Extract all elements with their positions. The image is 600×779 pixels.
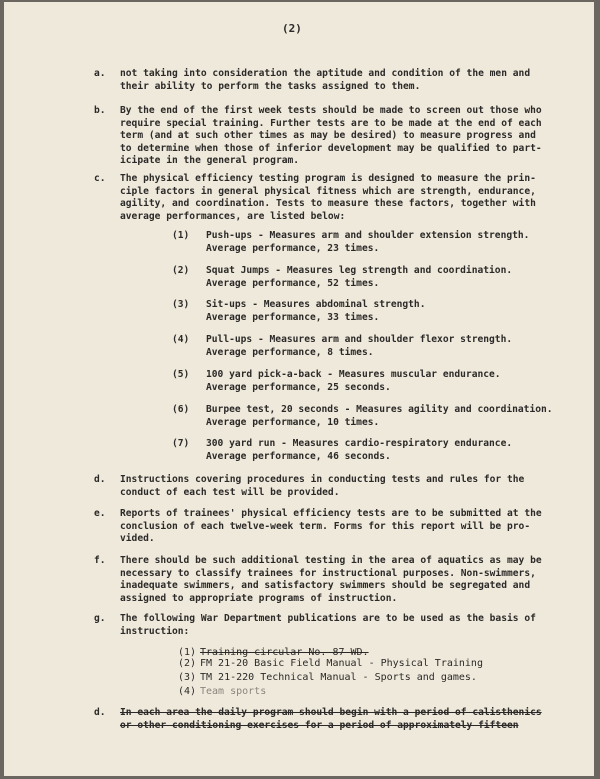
paragraph-line: conclusion of each twelve-week term. Forms for this report will be pro- (120, 520, 531, 532)
test-description: 300 yard run - Measures cardio-respiratory endurance. (206, 438, 513, 449)
paragraph-line: inadequate swimmers, and satisfactory swimmers should be segregated and (120, 580, 531, 592)
paragraph-b (94, 105, 570, 168)
test-average: Average performance, 23 times. (206, 242, 380, 254)
test-number: (3) (172, 299, 190, 310)
paragraph-letter: a. (94, 68, 106, 79)
paragraph-line: their ability to perform the tasks assigned to them. (120, 80, 421, 92)
paragraph-line: icipate in the general program. (120, 155, 300, 167)
paragraph-letter: d. (94, 707, 106, 718)
paragraph-g (94, 613, 570, 638)
paragraph-line: ciple factors in general physical fitness which are strength, endurance, (120, 185, 536, 197)
test-description: Push-ups - Measures arm and shoulder extension strength. (206, 230, 530, 241)
paragraph-letter: e. (94, 508, 106, 519)
reference-text: Team sports (200, 686, 267, 697)
paragraph-line: Reports of trainees' physical efficiency tests are to be submitted at the (120, 508, 542, 519)
reference-number: (4) (178, 686, 197, 697)
test-description: Burpee test, 20 seconds - Measures agility and coordination. (206, 404, 553, 415)
reference-number: (1) (178, 647, 197, 658)
test-average: Average performance, 10 times. (206, 416, 380, 428)
test-number: (6) (172, 404, 190, 415)
page-number: (2) (282, 22, 302, 35)
paragraph-line: By the end of the first week tests should be made to screen out those who (120, 105, 542, 116)
paragraph-line: There should be such additional testing in the area of aquatics as may be (120, 555, 542, 566)
paragraph-line: agility, and coordination. Tests to measure these factors, together with (120, 198, 536, 210)
paragraph-line: Instructions covering procedures in conducting tests and rules for the (120, 474, 525, 485)
test-description: Squat Jumps - Measures leg strength and coordination. (206, 265, 513, 276)
paragraph-letter: b. (94, 105, 106, 116)
paragraph-letter: d. (94, 474, 106, 485)
test-average: Average performance, 52 times. (206, 277, 380, 289)
test-number: (1) (172, 230, 190, 241)
test-number: (2) (172, 265, 190, 276)
paragraph-line: assigned to appropriate programs of instruction. (120, 592, 398, 604)
paragraph-d-struck (94, 707, 570, 732)
test-description: Pull-ups - Measures arm and shoulder flexor strength. (206, 334, 513, 345)
paragraph-line: vided. (120, 533, 155, 545)
reference-text: Training circular No. 87 WD. (200, 647, 369, 658)
test-average: Average performance, 46 seconds. (206, 450, 391, 462)
paragraph-line: The following War Department publications are to be used as the basis of (120, 613, 536, 624)
paragraph-line: require special training. Further tests are to be made at the end of each (120, 117, 542, 129)
paragraph-d (94, 474, 570, 499)
test-average: Average performance, 8 times. (206, 346, 374, 358)
paragraph-a (94, 68, 570, 93)
test-average: Average performance, 33 times. (206, 311, 380, 323)
test-description: 100 yard pick-a-back - Measures muscular endurance. (206, 369, 501, 380)
paragraph-c (94, 173, 570, 223)
paragraph-line: instruction: (120, 625, 190, 637)
paragraph-line: necessary to classify trainees for instructional purposes. Non-swimmers, (120, 567, 536, 579)
reference-number: (3) (178, 672, 197, 683)
paragraph-letter: f. (94, 555, 106, 566)
paragraph-line: average performances, are listed below: (120, 210, 346, 222)
paragraph-line: or other conditioning exercises for a period of approximately fifteen (120, 719, 519, 731)
paragraph-line: conduct of each test will be provided. (120, 486, 340, 498)
document-page (4, 2, 594, 776)
paragraph-line: The physical efficiency testing program is designed to measure the prin- (120, 173, 536, 184)
test-number: (5) (172, 369, 190, 380)
paragraph-letter: g. (94, 613, 106, 624)
test-number: (4) (172, 334, 190, 345)
reference-text: TM 21-220 Technical Manual - Sports and games. (200, 672, 477, 683)
paragraph-line: term (and at such other times as may be desired) to measure progress and (120, 130, 536, 142)
paragraph-line: In each area the daily program should begin with a period of calisthenics (120, 707, 542, 718)
test-average: Average performance, 25 seconds. (206, 381, 391, 393)
paragraph-line: not taking into consideration the aptitude and condition of the men and (120, 68, 531, 79)
test-description: Sit-ups - Measures abdominal strength. (206, 299, 426, 310)
test-number: (7) (172, 438, 190, 449)
paragraph-letter: c. (94, 173, 106, 184)
reference-text: FM 21-20 Basic Field Manual - Physical Training (200, 658, 483, 669)
paragraph-f (94, 555, 570, 605)
reference-number: (2) (178, 658, 197, 669)
paragraph-e (94, 508, 570, 546)
paragraph-line: to determine when those of inferior development may be qualified to part- (120, 142, 542, 154)
